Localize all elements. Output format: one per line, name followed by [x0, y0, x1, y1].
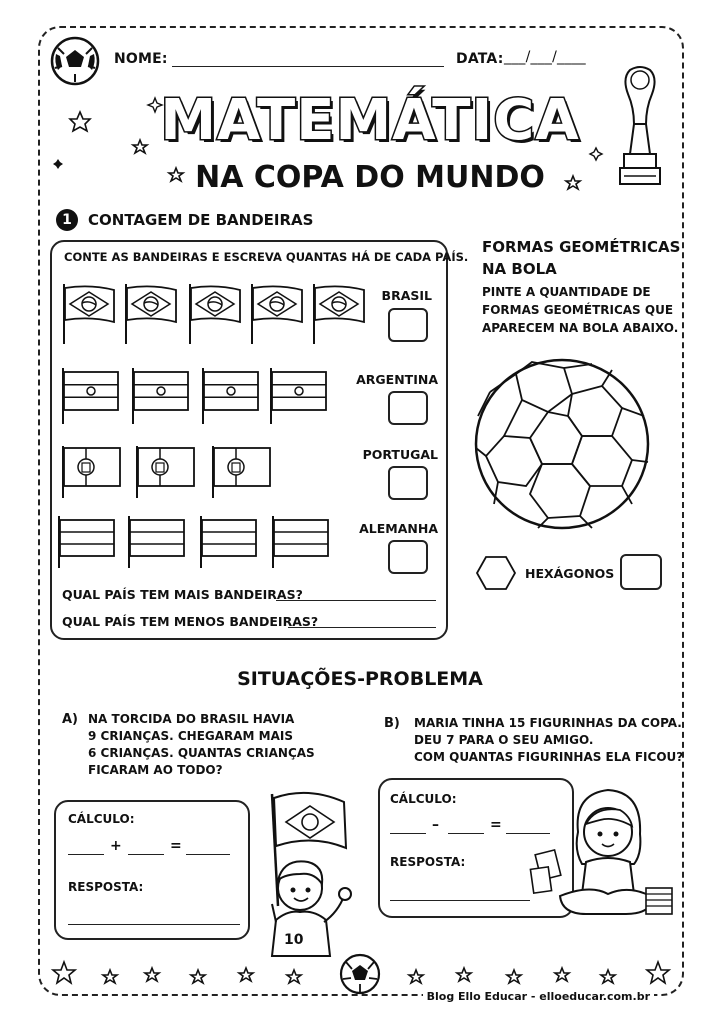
footer-credit: Blog Ello Educar - elloeducar.com.br — [423, 990, 654, 1003]
star-icon — [239, 968, 253, 981]
sparkle-icon — [53, 159, 63, 169]
brazil-flag-5 — [310, 282, 370, 350]
problems-title: SITUAÇÕES-PROBLEMA — [237, 668, 483, 690]
soccer-ball-icon — [341, 955, 379, 993]
equals-a: = — [170, 838, 182, 854]
answer-label-b: RESPOSTA: — [390, 855, 466, 869]
date-label: DATA: — [456, 51, 504, 67]
star-icon — [191, 970, 205, 983]
operator-a: + — [110, 838, 122, 854]
answer-box-portugal[interactable] — [388, 466, 428, 500]
page-subtitle: NA COPA DO MUNDO — [195, 160, 545, 195]
problem-b-line3: COM QUANTAS FIGURINHAS ELA FICOU? — [414, 750, 684, 764]
star-icon — [507, 970, 521, 983]
shapes-instruction — [482, 283, 678, 337]
boy-with-flag-illustration — [248, 786, 358, 962]
brazil-flag-2 — [122, 282, 182, 350]
equals-b: = — [490, 817, 502, 833]
germany-flags-row — [56, 514, 346, 574]
problem-a-text — [88, 711, 315, 779]
blank-a-1[interactable] — [68, 838, 104, 855]
calc-label-b: CÁLCULO: — [390, 792, 457, 806]
page-title: MATEMÁTICA — [160, 88, 580, 153]
answer-box-hexagons[interactable] — [620, 554, 662, 590]
question-most-flags: QUAL PAÍS TEM MAIS BANDEIRAS? — [62, 587, 303, 602]
question-least-flags: QUAL PAÍS TEM MENOS BANDEIRAS? — [62, 614, 319, 629]
shapes-title-line1: FORMAS GEOMÉTRICAS — [482, 238, 681, 256]
blank-b-1[interactable] — [390, 817, 426, 834]
problem-a-line3: 6 CRIANÇAS. QUANTAS CRIANÇAS — [88, 746, 315, 760]
country-label-argentina: ARGENTINA — [356, 372, 438, 387]
section-number-badge: 1 — [56, 209, 78, 231]
date-blanks[interactable]: ___/___/____ — [504, 49, 586, 65]
star-icon — [287, 970, 301, 983]
soccer-ball-outline[interactable] — [472, 356, 652, 532]
country-label-portugal: PORTUGAL — [362, 447, 438, 462]
star-icon — [409, 970, 423, 983]
blank-a-2[interactable] — [128, 838, 164, 855]
answer-box-alemanha[interactable] — [388, 540, 428, 574]
portugal-flags-row — [60, 444, 280, 504]
answer-line-most[interactable] — [276, 586, 436, 601]
star-icon — [70, 112, 90, 131]
argentina-flags-row — [60, 366, 350, 430]
operator-b: – — [432, 817, 439, 833]
answer-label-a: RESPOSTA: — [68, 880, 144, 894]
answer-box-brasil[interactable] — [388, 308, 428, 342]
shapes-text-line2: FORMAS GEOMÉTRICAS QUE — [482, 303, 674, 317]
hexagon-label: HEXÁGONOS — [525, 566, 615, 581]
country-label-brasil: BRASIL — [381, 288, 432, 303]
flag-instruction: CONTE AS BANDEIRAS E ESCREVA QUANTAS HÁ DE CADA PAÍS. — [64, 250, 469, 264]
star-icon — [53, 962, 75, 983]
brazil-flag-3 — [186, 282, 246, 350]
problem-b-line2: DEU 7 PARA O SEU AMIGO. — [414, 733, 594, 747]
shapes-title-line2: NA BOLA — [482, 260, 557, 278]
star-icon — [457, 968, 471, 981]
shapes-title — [482, 236, 680, 280]
problem-b-line1: MARIA TINHA 15 FIGURINHAS DA COPA. — [414, 716, 682, 730]
problem-a-line1: NA TORCIDA DO BRASIL HAVIA — [88, 712, 295, 726]
brazil-flag-4 — [248, 282, 308, 350]
calc-label-a: CÁLCULO: — [68, 812, 135, 826]
girl-with-stickers-illustration — [530, 784, 676, 920]
name-label: NOME: — [114, 51, 168, 67]
problem-b-text — [414, 715, 683, 766]
country-label-alemanha: ALEMANHA — [359, 521, 438, 536]
answer-line-least[interactable] — [288, 613, 436, 628]
hexagon-icon — [476, 555, 516, 591]
answer-line-b[interactable] — [390, 884, 530, 901]
problem-a-line2: 9 CRIANÇAS. CHEGARAM MAIS — [88, 729, 294, 743]
blank-a-3[interactable] — [186, 838, 230, 855]
star-icon — [601, 970, 615, 983]
star-icon — [145, 968, 159, 981]
answer-box-argentina[interactable] — [388, 391, 428, 425]
shapes-text-line1: PINTE A QUANTIDADE DE — [482, 285, 651, 299]
star-icon — [647, 962, 669, 983]
problem-a-line4: FICARAM AO TODO? — [88, 763, 223, 777]
section-title: CONTAGEM DE BANDEIRAS — [88, 211, 314, 229]
answer-line-a[interactable] — [68, 908, 240, 925]
star-icon — [103, 970, 117, 983]
star-icon — [555, 968, 569, 981]
shapes-text-line3: APARECEM NA BOLA ABAIXO. — [482, 321, 679, 335]
blank-b-2[interactable] — [448, 817, 484, 834]
shirt-number: 10 — [284, 932, 304, 948]
problem-b-letter: B) — [384, 716, 400, 731]
problem-a-letter: A) — [62, 712, 79, 727]
